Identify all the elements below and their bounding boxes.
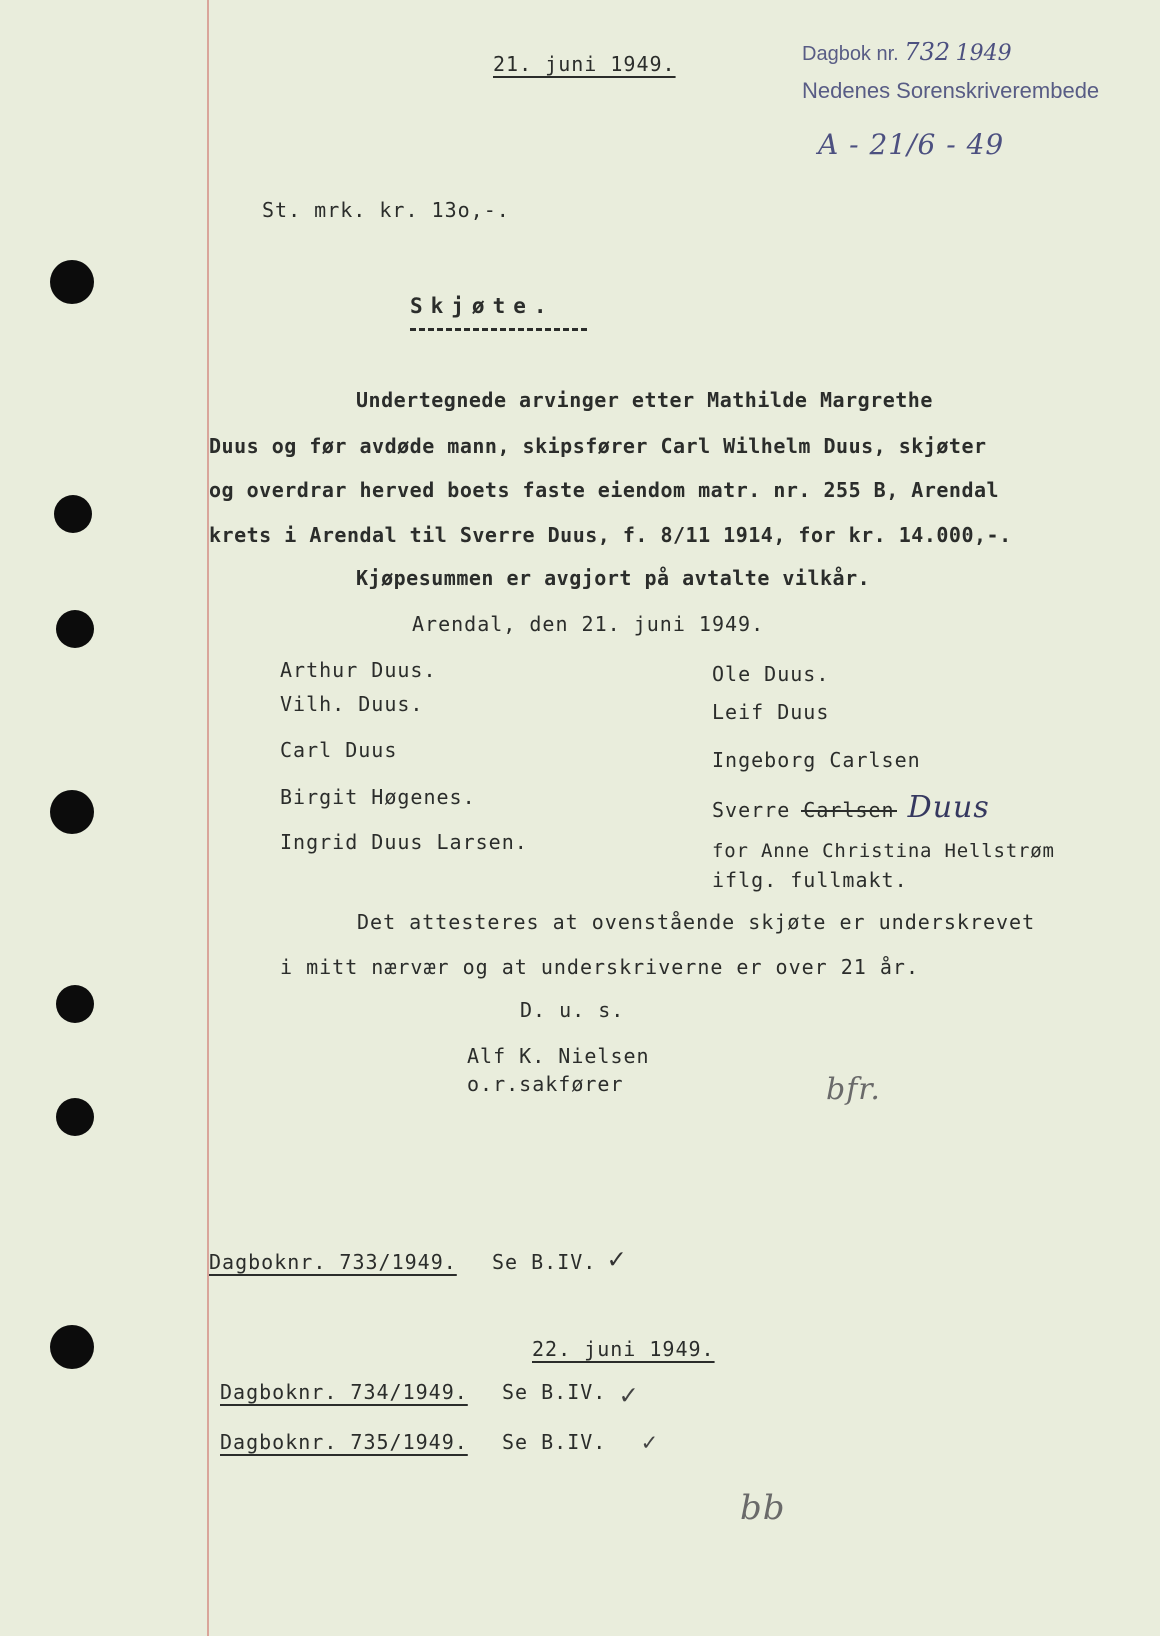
body-line-1: Undertegnede arvinger etter Mathilde Margrethe: [356, 388, 933, 412]
margin-rule: [207, 0, 209, 1636]
body-line-5: Kjøpesummen er avgjort på avtalte vilkår.: [356, 566, 871, 590]
punch-hole: [54, 495, 92, 533]
signature-right-1: Ole Duus.: [712, 662, 830, 686]
stamp-year: 1949: [955, 41, 1012, 66]
signature-left-5: Ingrid Duus Larsen.: [280, 830, 528, 854]
entry-date-22-juni: 22. juni 1949.: [532, 1337, 715, 1361]
signature-right-3: Ingeborg Carlsen: [712, 748, 921, 772]
attestation-line-2: i mitt nærvær og at underskriverne er over 21 år.: [280, 955, 920, 979]
signature-right-5-line1: for Anne Christina Hellstrøm: [712, 840, 1055, 862]
stamp-duty: St. mrk. kr. 13o,-.: [262, 198, 510, 222]
stamp-prefix: Dagbok nr.: [802, 43, 899, 65]
stamp-number: 732: [904, 38, 951, 66]
signature-left-3: Carl Duus: [280, 738, 398, 762]
signature-right-2: Leif Duus: [712, 700, 830, 724]
punch-hole: [50, 790, 94, 834]
body-line-3: og overdrar herved boets faste eiendom matr. nr. 255 B, Arendal: [209, 478, 1000, 502]
diary-entry-733-ref: Se B.IV.: [492, 1250, 597, 1274]
pencil-initials: bfr.: [826, 1072, 881, 1107]
signature-first-name: Sverre: [712, 798, 791, 822]
check-mark-icon: ✓: [620, 1378, 638, 1411]
punch-hole: [56, 1098, 94, 1136]
document-title: Skjøte.: [410, 294, 555, 318]
signature-left-4: Birgit Høgenes.: [280, 785, 476, 809]
body-line-2: Duus og før avdøde mann, skipsfører Carl Wilhelm Duus, skjøter: [209, 434, 987, 458]
check-mark-icon: ✓: [642, 1428, 658, 1456]
signature-left-1: Arthur Duus.: [280, 658, 437, 682]
punch-hole: [50, 1325, 94, 1369]
punch-hole: [56, 610, 94, 648]
struck-surname: Carlsen: [803, 798, 895, 822]
title-underline: [410, 328, 587, 331]
handwritten-surname: Duus: [907, 790, 990, 825]
punch-hole: [50, 260, 94, 304]
registry-stamp-line1: [802, 38, 1012, 66]
attestation-line-1: Det attesteres at ovenstående skjøte er underskrevet: [357, 910, 1036, 934]
diary-entry-734-ref: Se B.IV.: [502, 1380, 607, 1404]
attestation-dus: D. u. s.: [520, 998, 625, 1022]
place-date: Arendal, den 21. juni 1949.: [412, 612, 765, 636]
registry-stamp-line2: Nedenes Sorenskriverembede: [802, 78, 1100, 103]
body-line-4: krets i Arendal til Sverre Duus, f. 8/11 1914, for kr. 14.000,-.: [209, 523, 1012, 547]
signature-right-4: [712, 790, 990, 825]
punch-hole: [56, 985, 94, 1023]
signature-right-5-line2: iflg. fullmakt.: [712, 868, 908, 892]
check-mark-icon: ✓: [608, 1242, 626, 1275]
stamp-handwritten-note: A - 21/6 - 49: [818, 128, 1005, 161]
diary-entry-735-ref: Se B.IV.: [502, 1430, 607, 1454]
diary-entry-734: Dagboknr. 734/1949.: [220, 1380, 468, 1404]
notary-name: Alf K. Nielsen: [467, 1044, 650, 1068]
diary-entry-733: Dagboknr. 733/1949.: [209, 1250, 457, 1274]
diary-entry-735: Dagboknr. 735/1949.: [220, 1430, 468, 1454]
header-date: 21. juni 1949.: [493, 52, 676, 76]
notary-title: o.r.sakfører: [467, 1072, 624, 1096]
signature-left-2: Vilh. Duus.: [280, 692, 424, 716]
pencil-initials-bottom: bb: [740, 1488, 786, 1528]
